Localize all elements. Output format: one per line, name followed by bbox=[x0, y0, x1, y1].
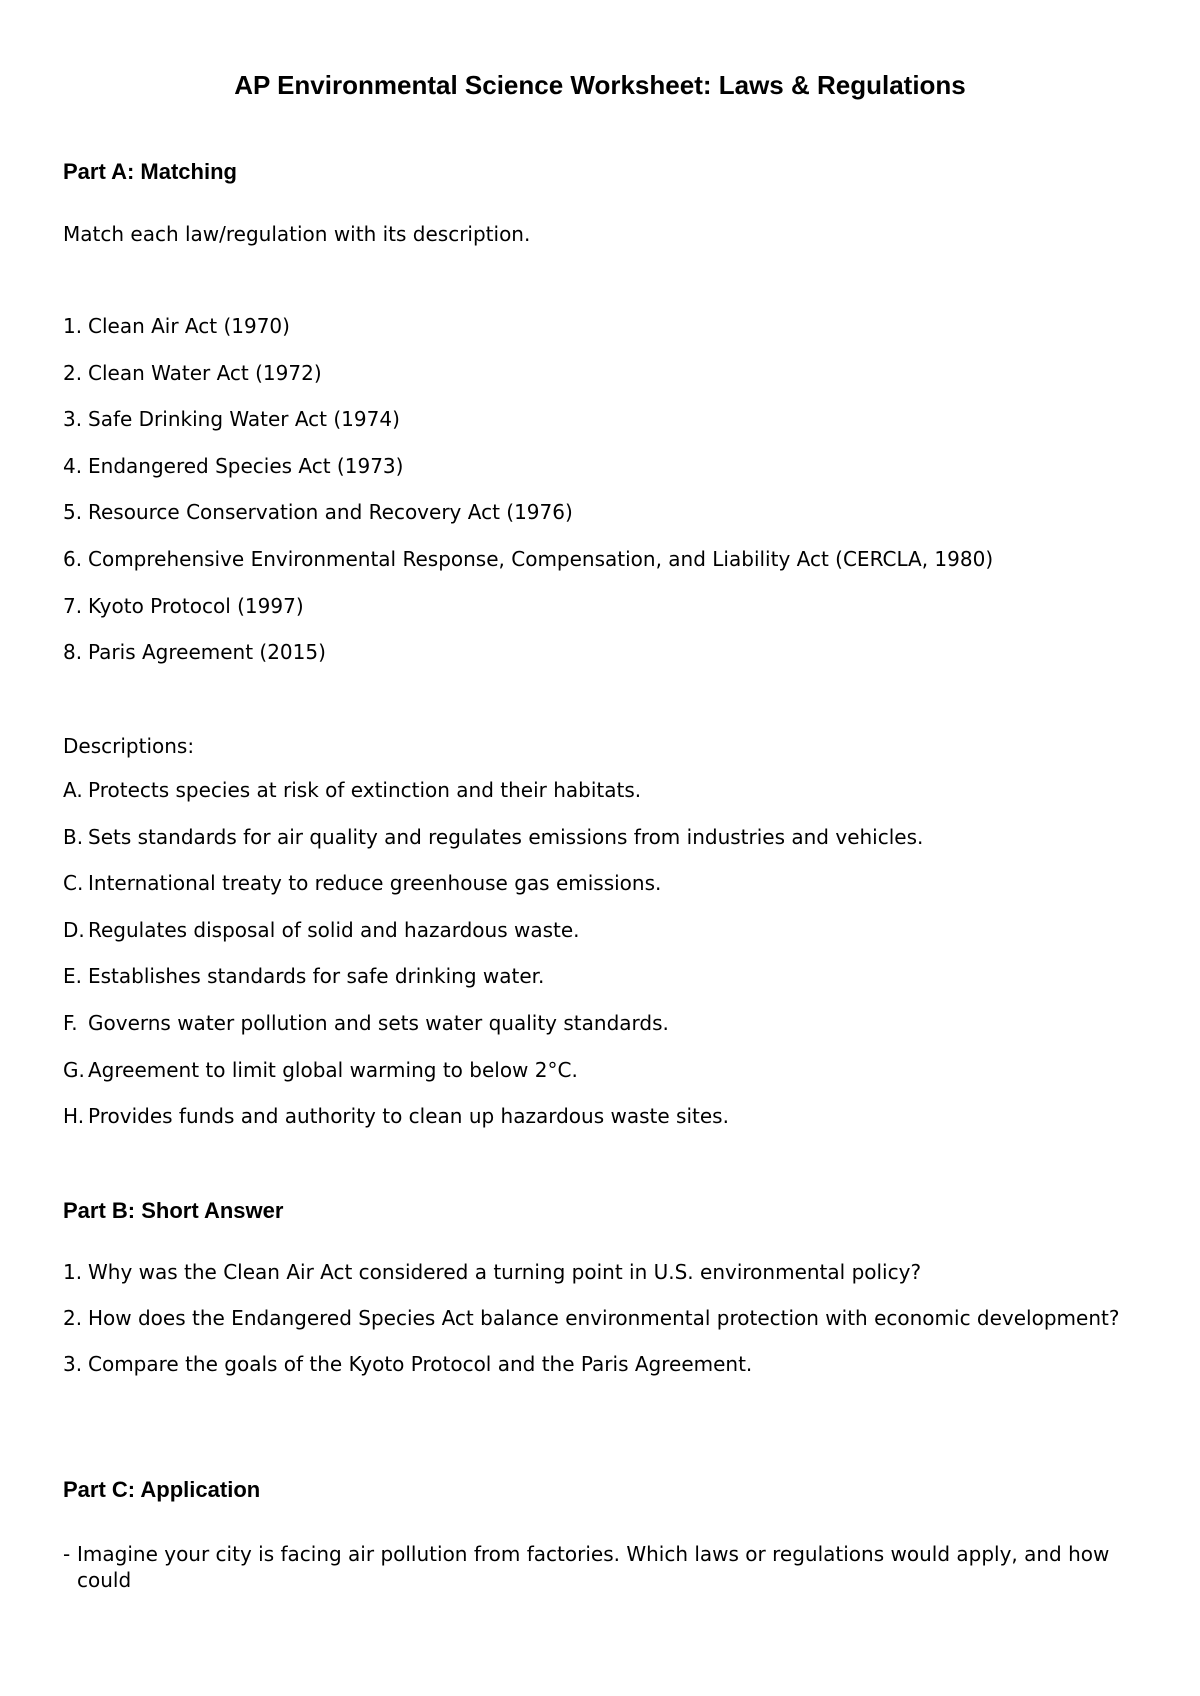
description-text: Establishes standards for safe drinking water. bbox=[88, 964, 545, 989]
list-marker: 7. bbox=[63, 593, 83, 618]
list-marker: 6. bbox=[63, 546, 83, 571]
list-item bbox=[63, 870, 1143, 896]
application-text: Imagine your city is facing air pollution from factories. Which laws or regulations would apply, and how could bbox=[77, 1542, 1110, 1592]
part-a-heading: Part A: Matching bbox=[63, 159, 237, 184]
law-text: Safe Drinking Water Act (1974) bbox=[88, 407, 400, 432]
list-item bbox=[63, 917, 1143, 943]
list-marker: 1. bbox=[63, 1260, 83, 1284]
part-c-heading: Part C: Application bbox=[63, 1477, 261, 1502]
list-item bbox=[63, 1103, 1143, 1129]
list-marker: B. bbox=[63, 824, 84, 849]
list-item bbox=[63, 1010, 1143, 1036]
description-text: Agreement to limit global warming to below 2°C. bbox=[88, 1057, 578, 1082]
list-marker: 5. bbox=[63, 500, 83, 525]
list-marker: 2. bbox=[63, 1306, 83, 1330]
list-marker: C. bbox=[63, 871, 84, 896]
list-marker: 1. bbox=[63, 314, 83, 338]
description-text: Provides funds and authority to clean up hazardous waste sites. bbox=[88, 1104, 729, 1129]
list-item bbox=[63, 1305, 1143, 1331]
law-text: Clean Air Act (1970) bbox=[88, 314, 290, 338]
worksheet-title: AP Environmental Science Worksheet: Laws & Regulations bbox=[234, 70, 966, 100]
list-marker: 3. bbox=[63, 407, 83, 432]
law-text: Clean Water Act (1972) bbox=[88, 360, 322, 385]
question-text: How does the Endangered Species Act balance environmental protection with economic development? bbox=[88, 1306, 1120, 1330]
list-marker: E. bbox=[63, 964, 82, 989]
part-a-instruction: Match each law/regulation with its description. bbox=[63, 222, 531, 246]
laws-list bbox=[63, 313, 1143, 686]
law-text: Kyoto Protocol (1997) bbox=[88, 593, 304, 618]
list-item bbox=[63, 1259, 1143, 1285]
list-marker: 3. bbox=[63, 1352, 83, 1376]
list-marker: F. bbox=[63, 1010, 78, 1035]
descriptions-label: Descriptions: bbox=[63, 734, 195, 758]
list-item bbox=[63, 360, 1143, 386]
question-text: Why was the Clean Air Act considered a turning point in U.S. environmental policy? bbox=[88, 1260, 922, 1284]
list-item bbox=[63, 1057, 1143, 1083]
list-item bbox=[63, 777, 1143, 803]
part-b-heading: Part B: Short Answer bbox=[63, 1198, 284, 1223]
application-list bbox=[63, 1541, 1143, 1593]
list-item bbox=[63, 313, 1143, 339]
list-marker: D. bbox=[63, 917, 85, 942]
list-item bbox=[63, 824, 1143, 850]
question-text: Compare the goals of the Kyoto Protocol and the Paris Agreement. bbox=[88, 1352, 753, 1376]
list-item bbox=[63, 593, 1143, 619]
description-text: Regulates disposal of solid and hazardous waste. bbox=[88, 917, 580, 942]
list-item bbox=[63, 639, 1143, 665]
description-text: International treaty to reduce greenhouse gas emissions. bbox=[88, 871, 662, 896]
list-item bbox=[63, 499, 1143, 525]
law-text: Endangered Species Act (1973) bbox=[88, 453, 404, 478]
list-marker: 4. bbox=[63, 453, 83, 478]
list-item bbox=[63, 1351, 1143, 1377]
list-item bbox=[63, 453, 1143, 479]
description-text: Protects species at risk of extinction and their habitats. bbox=[88, 778, 642, 802]
list-marker: A. bbox=[63, 778, 83, 802]
list-marker: G. bbox=[63, 1057, 85, 1082]
list-item bbox=[63, 546, 1143, 572]
list-item bbox=[63, 1541, 1143, 1593]
descriptions-list bbox=[63, 777, 1143, 1150]
list-marker: 8. bbox=[63, 640, 83, 665]
list-marker: H. bbox=[63, 1104, 85, 1129]
list-item bbox=[63, 963, 1143, 989]
law-text: Resource Conservation and Recovery Act (1976) bbox=[88, 500, 573, 525]
list-marker: - bbox=[63, 1542, 71, 1566]
law-text: Paris Agreement (2015) bbox=[88, 640, 326, 665]
description-text: Sets standards for air quality and regulates emissions from industries and vehicles. bbox=[88, 824, 924, 849]
short-answer-list bbox=[63, 1259, 1143, 1397]
list-item bbox=[63, 406, 1143, 432]
law-text: Comprehensive Environmental Response, Compensation, and Liability Act (CERCLA, 1980) bbox=[88, 546, 994, 571]
list-marker: 2. bbox=[63, 360, 83, 385]
description-text: Governs water pollution and sets water quality standards. bbox=[88, 1010, 669, 1035]
